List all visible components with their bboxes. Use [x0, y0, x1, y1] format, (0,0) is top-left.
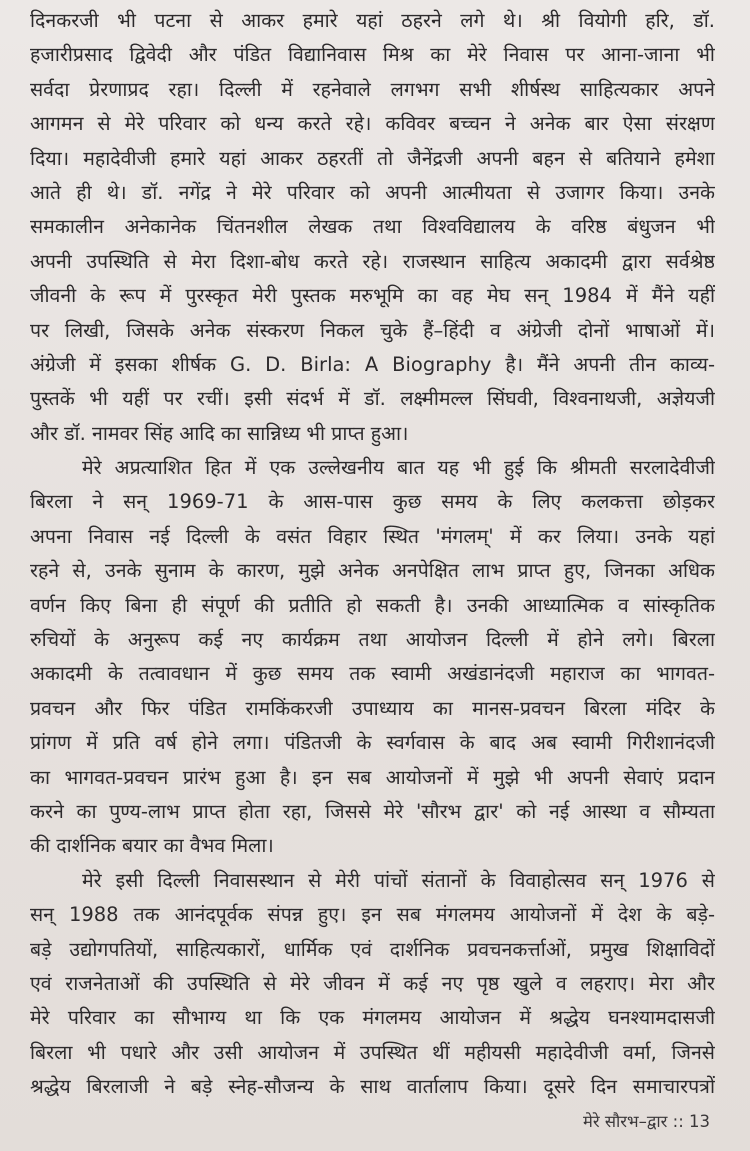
text-line: हजारीप्रसाद द्विवेदी और पंडित विद्यानिवास मिश्र का मेरे निवास पर आना-जाना भी	[30, 43, 715, 67]
text-line: अंग्रेजी में इसका शीर्षक G. D. Birla: A Biography है। मैंने अपनी तीन काव्य-	[30, 352, 715, 376]
text-line: जीवनी के रूप में पुरस्कृत मेरी पुस्तक मरुभूमि का वह मेघ सन् 1984 में मैंने यहीं	[30, 284, 715, 308]
text-line: पुस्तकें भी यहीं पर रचीं। इसी संदर्भ में डॉ. लक्ष्मीमल्ल सिंघवी, विश्वनाथजी, अज्ञेयजी	[30, 387, 715, 411]
text-line: बिरला ने सन् 1969-71 के आस-पास कुछ समय के लिए कलकत्ता छोड़कर	[30, 490, 715, 514]
text-line: सर्वदा प्रेरणाप्रद रहा। दिल्ली में रहनेवाले लगभग सभी शीर्षस्थ साहित्यकार अपने	[30, 77, 715, 101]
text-line: दिया। महादेवीजी हमारे यहां आकर ठहरतीं तो जैनेंद्रजी अपनी बहन से बतियाने हमेशा	[30, 146, 715, 170]
text-line: रहने से, उनके सुनाम के कारण, मुझे अनेक अनपेक्षित लाभ प्राप्त हुए, जिनका अधिक	[30, 559, 715, 583]
paragraph-start-line: मेरे अप्रत्याशित हित में एक उल्लेखनीय बात यह भी हुई कि श्रीमती सरलादेवीजी	[82, 456, 715, 480]
text-line: का भागवत-प्रवचन प्रारंभ हुआ है। इन सब आयोजनों में मुझे भी अपनी सेवाएं प्रदान	[30, 765, 715, 789]
text-line: बड़े उद्योगपतियों, साहित्यकारों, धार्मिक एवं दार्शनिक प्रवचनकर्त्ताओं, प्रमुख शिक्षाविदों	[30, 937, 715, 961]
text-line: अपनी उपस्थिति से मेरा दिशा-बोध करते रहे। राजस्थान साहित्य अकादमी द्वारा सर्वश्रेष्ठ	[30, 249, 715, 273]
paragraph-end-line: की दार्शनिक बयार का वैभव मिला।	[30, 834, 274, 858]
text-line: करने का पुण्य-लाभ प्राप्त होता रहा, जिससे मेरे 'सौरभ द्वार' को नई आस्था व सौम्यता	[30, 799, 715, 823]
text-line: दिनकरजी भी पटना से आकर हमारे यहां ठहरने लगे थे। श्री वियोगी हरि, डॉ.	[30, 9, 715, 32]
text-line: रुचियों के अनुरूप कई नए कार्यक्रम तथा आयोजन दिल्ली में होने लगे। बिरला	[30, 628, 715, 652]
text-line: वर्णन किए बिना ही संपूर्ण की प्रतीति हो सकती है। उनकी आध्यात्मिक व सांस्कृतिक	[30, 593, 715, 617]
paragraph-start-line: मेरे इसी दिल्ली निवासस्थान से मेरी पांचों संतानों के विवाहोत्सव सन् 1976 से	[82, 868, 715, 892]
text-line: सन् 1988 तक आनंदपूर्वक संपन्न हुए। इन सब मंगलमय आयोजनों में देश के बड़े-	[30, 903, 715, 927]
page-footer: मेरे सौरभ–द्वार :: 13	[583, 1112, 710, 1131]
text-line: मेरे परिवार का सौभाग्य था कि एक मंगलमय आयोजन में श्रद्धेय घनश्यामदासजी	[30, 1006, 715, 1030]
text-line: समकालीन अनेकानेक चिंतनशील लेखक तथा विश्वविद्यालय के वरिष्ठ बंधुजन भी	[30, 215, 715, 239]
text-line: अपना निवास नई दिल्ली के वसंत विहार स्थित 'मंगलम्' में कर लिया। उनके यहां	[30, 524, 715, 548]
text-line: एवं राजनेताओं की उपस्थिति से मेरे जीवन में कई नए पृष्ठ खुले व लहराए। मेरा और	[30, 971, 715, 995]
text-line: श्रद्धेय बिरलाजी ने बड़े स्नेह-सौजन्य के साथ वार्तालाप किया। दूसरे दिन समाचारपत्रों	[30, 1075, 715, 1099]
text-line: आते ही थे। डॉ. नगेंद्र ने मेरे परिवार को अपनी आत्मीयता से उजागर किया। उनके	[30, 180, 715, 204]
paragraph-end-line: और डॉ. नामवर सिंह आदि का सान्निध्य भी प्राप्त हुआ।	[30, 421, 409, 445]
text-line: प्रांगण में प्रति वर्ष होने लगा। पंडितजी के स्वर्गवास के बाद अब स्वामी गिरीशानंदजी	[30, 731, 715, 755]
text-line: आगमन से मेरे परिवार को धन्य करते रहे। कविवर बच्चन ने अनेक बार ऐसा संरक्षण	[30, 112, 715, 136]
body-text	[30, 4, 715, 1105]
text-line: पर लिखी, जिसके अनेक संस्करण निकल चुके हैं–हिंदी व अंग्रेजी दोनों भाषाओं में।	[30, 318, 715, 342]
text-line: अकादमी के तत्वावधान में कुछ समय तक स्वामी अखंडानंदजी महाराज का भागवत-	[30, 662, 715, 686]
text-line: प्रवचन और फिर पंडित रामकिंकरजी उपाध्याय का मानस-प्रवचन बिरला मंदिर के	[30, 696, 715, 720]
text-line: बिरला भी पधारे और उसी आयोजन में उपस्थित थीं महीयसी महादेवीजी वर्मा, जिनसे	[30, 1040, 715, 1064]
